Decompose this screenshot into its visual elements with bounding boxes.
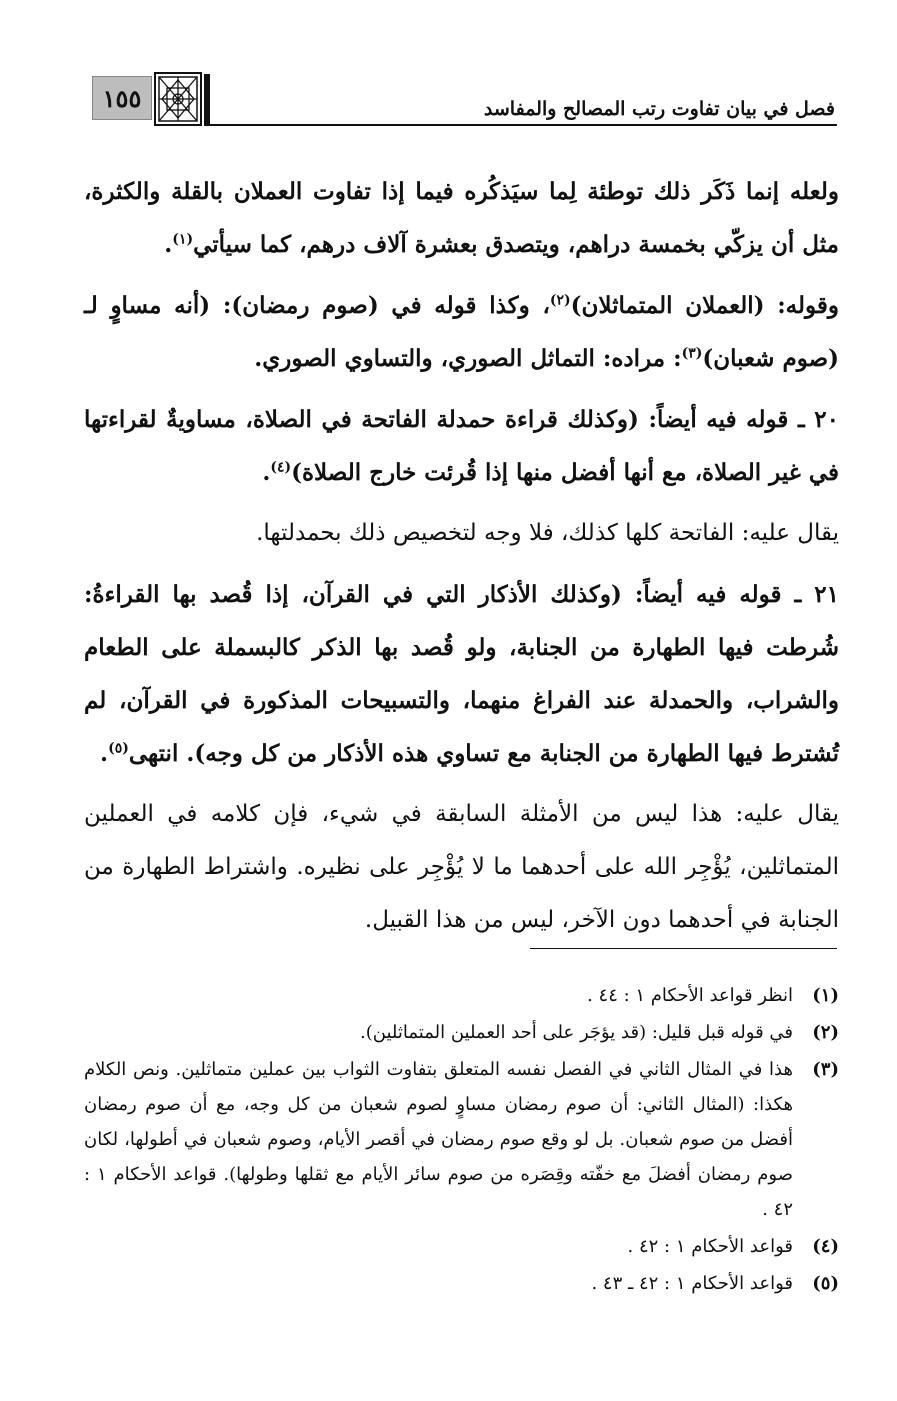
paragraph-3-end: . [262,459,271,486]
header-divider-bar [204,74,210,126]
footnote-ref-1: (١) [172,231,194,248]
ornament-icon [154,72,202,126]
paragraph-3-text: ٢٠ ـ قوله فيه أيضاً: (وكذلك قراءة حمدلة الفاتحة في الصلاة، مساويةٌ لقراءتها في غير الصلاة، مع أنها أفضل منها إذا قُرئت خارج الصلاة) [84,406,839,486]
paragraph-2 [84,279,839,385]
paragraph-2-text-b: ، وكذا قوله في (صوم رمضان): (أنه مساوٍ لـ (صوم شعبان) [84,292,839,372]
footnote-ref-4: (٤) [270,459,292,476]
footnote-4 [84,1229,839,1264]
footnote-number: (٢) [812,1022,839,1043]
footnote-text: في قوله قبل قليل: (قد يؤجَر على أحد العملين المتماثلين). [360,1022,793,1043]
paragraph-2-text-c: : مراده: التماثل الصوري، والتساوي الصوري. [254,345,682,372]
footnote-text: انظر قواعد الأحكام ١ : ٤٤ . [587,985,793,1006]
paragraph-5-text: ٢١ ـ قوله فيه أيضاً: (وكذلك الأذكار التي في القرآن، إذا قُصد بها القراءةُ: شُرطت فيها الطهارة من الجنابة، ولو قُصد بها الذكر كالبسملة على الطعام والشراب، والحمدلة عند الفراغ منهما، والتسبيحات المذكورة في القرآن، لم تُشترط فيها الطهارة من الجنابة مع تساوي هذه الأذكار من كل وجه). انتهى [84,581,839,767]
footnote-ref-5: (٥) [108,740,129,757]
paragraph-1 [84,165,839,271]
footnote-text: قواعد الأحكام ١ : ٤٢ ـ ٤٣ . [591,1273,793,1294]
paragraph-4: يقال عليه: الفاتحة كلها كذلك، فلا وجه لتخصيص ذلك بحمدلتها. [256,520,839,546]
footnote-text: قواعد الأحكام ١ : ٤٢ . [627,1236,793,1257]
paragraph-5 [84,568,839,780]
paragraph-2-text-a: وقوله: (العملان المتماثلان) [570,292,840,319]
footnote-ref-2: (٢) [549,292,571,309]
header-rule [208,124,837,126]
footnotes [84,978,839,1303]
footnote-1 [84,978,839,1013]
paragraph-1-end: . [164,231,173,258]
main-text [84,165,839,955]
footnote-2 [84,1015,839,1050]
footnote-number: (٣) [812,1059,839,1080]
paragraph-5-end: . [100,740,109,767]
page-number: ١٥٥ [102,83,142,113]
running-head: فصل في بيان تفاوت رتب المصالح والمفاسد [483,98,835,120]
paragraph-3 [84,393,839,499]
footnote-number: (٤) [812,1236,839,1257]
page-number-box [92,76,152,120]
footnote-ref-3: (٣) [681,345,703,362]
paragraph-6: يقال عليه: هذا ليس من الأمثلة السابقة في شيء، فإن كلامه في العملين المتماثلين، يُؤْجِر الله على أحدهما ما لا يُؤْجِر على نظيره. واشتراط الطهارة من الجنابة في أحدهما دون الآخر، ليس من هذا القبيل. [84,801,839,933]
footnote-number: (٥) [812,1273,839,1294]
footnote-number: (١) [812,985,839,1006]
footnote-3 [84,1052,839,1227]
footnote-5 [84,1266,839,1301]
paragraph-1-text: ولعله إنما ذَكَر ذلك توطئة لِما سيَذكُره فيما إذا تفاوت العملان بالقلة والكثرة، مثل أن يزكّي بخمسة دراهم، ويتصدق بعشرة آلاف درهم، كما سيأتي [84,178,839,258]
footnote-text: هذا في المثال الثاني في الفصل نفسه المتعلق بتفاوت الثواب بين عملين متماثلين. ونص الكلام هكذا: (المثال الثاني: أن صوم رمضان مساوٍ لصوم شعبان من كل وجه، مع أن صوم رمضان أفضل من صوم شعبان. بل لو وقع صوم رمضان في أقصر الأيام، وصوم شعبان في أطولها، لكان صوم رمضان أفضلَ مع خفّته وقِصَره من صوم سائر الأيام مع ثقلها وطولها). قواعد الأحكام ١ : ٤٢ . [84,1059,793,1220]
footnote-separator [530,948,837,949]
